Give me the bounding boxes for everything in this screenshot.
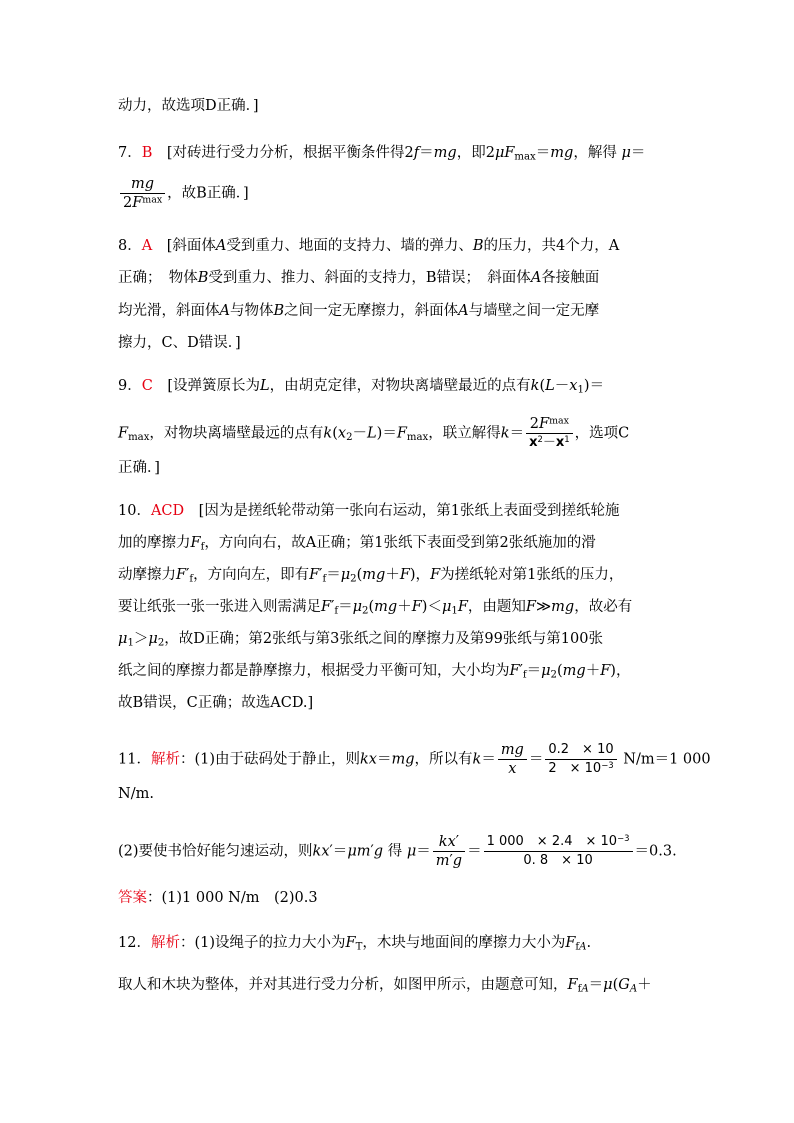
answer-9-line-3: 正确．] <box>118 460 160 476</box>
answer-8-line-2: 正确； 物体B受到重力、推力、斜面的支持力，B错误； 斜面体A各接触面 <box>118 270 600 286</box>
fraction-k: $\frac{2F^{max}}{x^2-x^1}$ <box>526 416 573 451</box>
answer-10-line-5: $\mu_1>\mu_2$，故D正确；第2张纸与第3张纸之间的摩擦力及第99张纸与第100张 <box>118 631 603 649</box>
answer-7-line-2: $\frac{mg}{2F^{max}}$ ，故B正确．] <box>118 176 249 211</box>
fraction-mu-kx-mg: $\frac{kx'}{m'g}$ <box>433 834 465 869</box>
answer-7-line-1: 7．B [对砖进行受力分析，根据平衡条件得2f＝mg，即$2\mu F_{max}=mg$，解得 μ＝ <box>118 145 646 163</box>
answer-10-line-3: 动摩擦力$F'_f$，方向向左，即有$F'_f=\mu_2(mg+F)$，F为搓纸轮对第1张纸的压力， <box>118 567 624 585</box>
answer-9-line-1: 9．C [设弹簧原长为L，由胡克定律，对物块离墙壁最近的点有$k(L-x_1)=$ <box>118 378 605 396</box>
answer-10-line-7: 故B错误，C正确；故选ACD.] <box>118 695 314 711</box>
line-1: 动力，故选项D正确．] <box>118 98 259 114</box>
fraction-k-value: $\frac{0.2 \times 10}{2 \times 10^{-3}}$ <box>545 742 616 777</box>
answer-8-line-1: 8．A [斜面体A受到重力、地面的支持力、墙的弹力、B的压力，共4个力，A <box>118 238 620 254</box>
answer-12-line-1: 12．解析：(1)设绳子的拉力大小为$F_T$，木块与地面间的摩擦力大小为$F_{fA}$. <box>118 935 592 953</box>
answer-8-line-3: 均光滑，斜面体A与物体B之间一定无摩擦力，斜面体A与墙壁之间一定无摩 <box>118 303 600 319</box>
answer-11-line-1: 11．解析：(1)由于砝码处于静止，则kx＝mg，所以有k＝ $\frac{mg}{x}$ ＝ $\frac{0.2 \times 10}{2 \times 10^{-3}}$ N/m＝1 000 <box>118 742 711 777</box>
fraction-mu-value: $\frac{1 000 \times 2.4 \times 10^{-3}}{0. 8 \times 10}$ <box>484 834 633 869</box>
fraction-mu: $\frac{mg}{2F^{max}}$ <box>120 176 165 211</box>
fraction-k-mg-x: $\frac{mg}{x}$ <box>498 742 527 777</box>
answer-11-line-3: (2)要使书恰好能匀速运动，则kx′＝μm′g 得 μ＝ $\frac{kx'}{m'g}$ ＝ $\frac{1 000 \times 2.4 \times 10^{-3}}{0. 8 \times 10}$ ＝0.3. <box>118 832 677 869</box>
answer-12-line-2: 取人和木块为整体，并对其进行受力分析，如图甲所示，由题意可知，$F_{fA}=\mu(G_A+$ <box>118 977 652 995</box>
answer-8-line-4: 擦力，C、D错误．] <box>118 335 241 351</box>
answer-9-line-2: $F_{max}$，对物块离墙壁最远的点有$k(x_2-L)=F_{max}$，联立解得k＝ $\frac{2F^{max}}{x^2-x^1}$ ，选项C <box>118 415 630 450</box>
answer-10-line-2: 加的摩擦力$F_f$，方向向右，故A正确；第1张纸下表面受到第2张纸施加的滑 <box>118 535 596 553</box>
answer-10-line-6: 纸之间的摩擦力都是静摩擦力，根据受力平衡可知，大小均为$F'_f=\mu_2(mg+F)$， <box>118 663 631 681</box>
answer-10-line-1: 10．ACD [因为是搓纸轮带动第一张向右运动，第1张纸上表面受到搓纸轮施 <box>118 503 620 519</box>
answer-label-line: 答案：(1)1 000 N/m (2)0.3 <box>118 890 318 906</box>
answer-10-line-4: 要让纸张一张一张进入则需满足$F'_f=\mu_2(mg+F)<\mu_1F$，由题知F≫mg，故必有 <box>118 599 633 617</box>
answer-11-line-2: N/m. <box>118 786 154 802</box>
